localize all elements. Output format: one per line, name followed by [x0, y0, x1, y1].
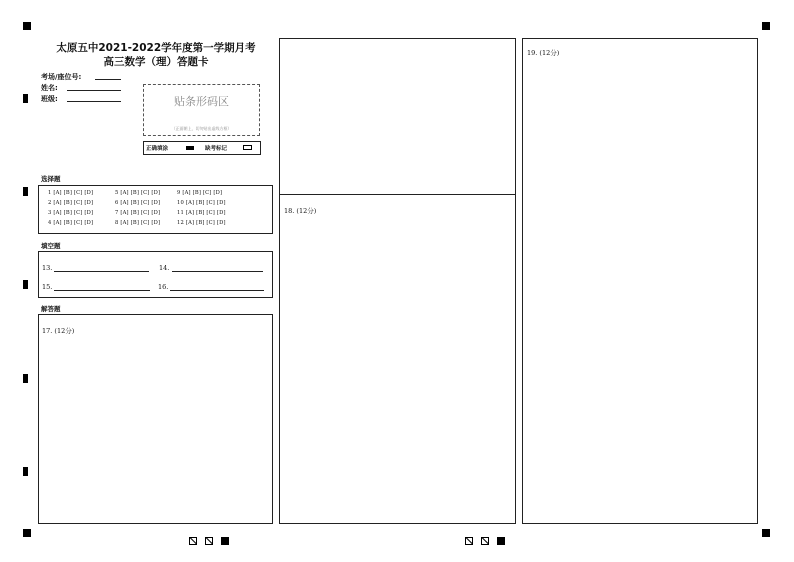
- q18-answer-box[interactable]: [279, 194, 516, 524]
- choice-row[interactable]: 10 [A] [B] [C] [D]: [177, 200, 226, 206]
- choice-row[interactable]: 8 [A] [B] [C] [D]: [115, 220, 161, 226]
- page-check-mark: [189, 537, 197, 545]
- page-check-mark: [205, 537, 213, 545]
- choice-row[interactable]: 11 [A] [B] [C] [D]: [177, 210, 226, 216]
- q17-answer-box[interactable]: [38, 314, 273, 524]
- choice-box: [38, 185, 273, 234]
- side-mark: [23, 94, 28, 103]
- fill-box: [38, 251, 273, 298]
- q17-label: 17. (12分): [42, 327, 75, 335]
- page-solid-mark: [497, 537, 505, 545]
- q19-answer-box[interactable]: [522, 38, 758, 524]
- choice-row[interactable]: 9 [A] [B] [C] [D]: [177, 190, 223, 196]
- correct-fill-label: 正确填涂: [146, 146, 169, 152]
- q13-label: 13.: [42, 264, 53, 272]
- q15-blank[interactable]: [54, 290, 150, 291]
- q15-label: 15.: [42, 283, 53, 291]
- name-label: 姓名:: [41, 84, 58, 92]
- choice-row[interactable]: 12 [A] [B] [C] [D]: [177, 220, 226, 226]
- choice-row[interactable]: 1 [A] [B] [C] [D]: [48, 190, 94, 196]
- q14-label: 14.: [159, 264, 170, 272]
- card-subtitle: 高三数学（理）答题卡: [103, 56, 209, 68]
- choice-row[interactable]: 2 [A] [B] [C] [D]: [48, 200, 94, 206]
- fill-example-bar: [143, 141, 261, 155]
- side-mark: [23, 280, 28, 289]
- exam-room-label: 考场/座位号:: [41, 73, 82, 81]
- page-marks-left: [189, 530, 229, 549]
- corner-mark-bottom-left: [23, 529, 31, 537]
- answer-section-label: 解答题: [41, 305, 61, 313]
- corner-mark-top-right: [762, 22, 770, 30]
- class-label: 班级:: [41, 95, 58, 103]
- q17-continued-box[interactable]: [279, 38, 516, 195]
- page-check-mark: [465, 537, 473, 545]
- side-mark: [23, 187, 28, 196]
- choice-col-1: [48, 190, 93, 230]
- missing-mark-box[interactable]: [243, 145, 252, 150]
- fill-section-label: 填空题: [41, 242, 61, 250]
- side-mark: [23, 467, 28, 476]
- missing-mark-label: 缺考标记: [205, 146, 228, 152]
- choice-col-2: [115, 190, 160, 230]
- choice-row[interactable]: 3 [A] [B] [C] [D]: [48, 210, 94, 216]
- page-marks-right: [465, 530, 505, 549]
- page-solid-mark: [221, 537, 229, 545]
- choice-col-3: [177, 190, 226, 230]
- side-mark: [23, 374, 28, 383]
- corner-mark-bottom-right: [762, 529, 770, 537]
- corner-mark-top-left: [23, 22, 31, 30]
- page-check-mark: [481, 537, 489, 545]
- q14-blank[interactable]: [172, 271, 263, 272]
- q19-label: 19. (12分): [527, 49, 560, 57]
- q16-label: 16.: [158, 283, 169, 291]
- barcode-area: [143, 84, 260, 136]
- exam-room-field[interactable]: [95, 79, 121, 80]
- choice-row[interactable]: 6 [A] [B] [C] [D]: [115, 200, 161, 206]
- q16-blank[interactable]: [170, 290, 264, 291]
- card-title: 太原五中2021-2022学年度第一学期月考: [56, 42, 256, 54]
- choice-row[interactable]: 4 [A] [B] [C] [D]: [48, 220, 94, 226]
- choice-row[interactable]: 7 [A] [B] [C] [D]: [115, 210, 161, 216]
- barcode-label: 贴条形码区: [174, 95, 229, 108]
- q18-label: 18. (12分): [284, 207, 317, 215]
- barcode-hint: （正面朝上，切勿贴出虚线方框）: [171, 126, 232, 131]
- class-field[interactable]: [67, 101, 121, 102]
- correct-fill-sample: [186, 146, 194, 150]
- q13-blank[interactable]: [54, 271, 149, 272]
- name-field[interactable]: [67, 90, 121, 91]
- choice-row[interactable]: 5 [A] [B] [C] [D]: [115, 190, 161, 196]
- choice-section-label: 选择题: [41, 175, 61, 183]
